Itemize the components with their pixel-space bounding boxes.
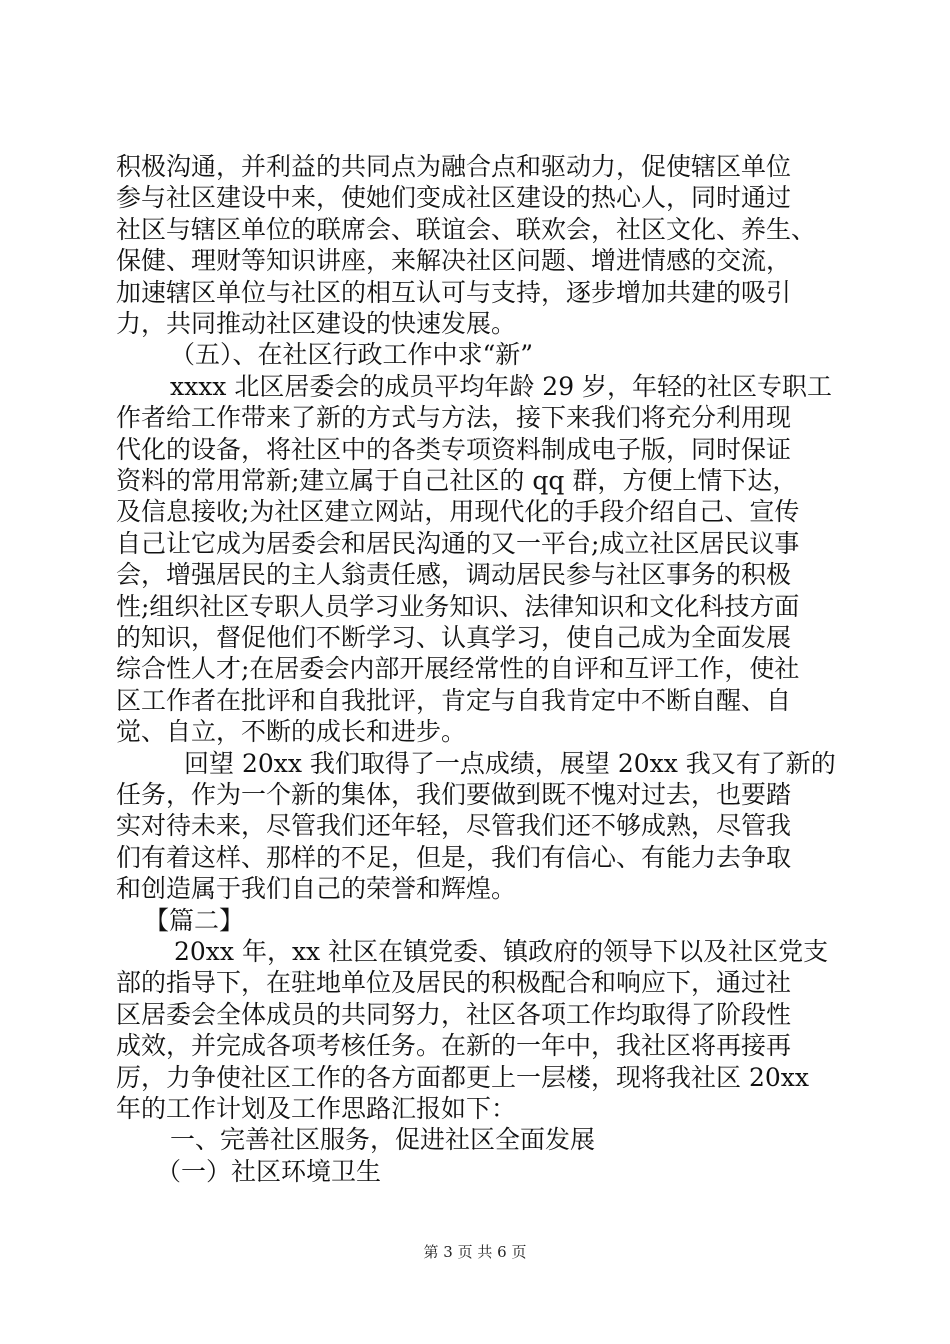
- text-line: 区工作者在批评和自我批评，肯定与自我肯定中不断自醒、自: [116, 686, 792, 715]
- text-line: 力，共同推动社区建设的快速发展。: [116, 309, 517, 338]
- text-line: 成效，并完成各项考核任务。在新的一年中，我社区将再接再: [116, 1031, 792, 1060]
- text-line: 社区与辖区单位的联席会、联谊会、联欢会，社区文化、养生、: [116, 215, 817, 244]
- text-line: 和创造属于我们自己的荣誉和辉煌。: [116, 874, 517, 903]
- text-line: 代化的设备，将社区中的各类专项资料制成电子版，同时保证: [116, 435, 792, 464]
- text-line: 任务，作为一个新的集体，我们要做到既不愧对过去，也要踏: [116, 780, 792, 809]
- paragraph-first-line: 20xx 年，xx 社区在镇党委、镇政府的领导下以及社区党支: [174, 937, 829, 966]
- section-heading: 一、完善社区服务，促进社区全面发展: [170, 1125, 596, 1154]
- text-line: 们有着这样、那样的不足，但是，我们有信心、有能力去争取: [116, 843, 792, 872]
- text-line: 自己让它成为居委会和居民沟通的又一平台;成立社区居民议事: [116, 529, 800, 558]
- paragraph-first-line: xxxx 北区居委会的成员平均年龄 29 岁，年轻的社区专职工: [170, 372, 833, 401]
- text-line: 作者给工作带来了新的方式与方法，接下来我们将充分利用现: [116, 403, 792, 432]
- text-line: 加速辖区单位与社区的相互认可与支持，逐步增加共建的吸引: [116, 278, 792, 307]
- text-line: 区居委会全体成员的共同努力，社区各项工作均取得了阶段性: [116, 1000, 792, 1029]
- text-line: 觉、自立，不断的成长和进步。: [116, 717, 467, 746]
- section-heading: 【篇二】: [144, 906, 245, 935]
- text-line: 厉，力争使社区工作的各方面都更上一层楼，现将我社区 20xx: [116, 1063, 809, 1092]
- text-line: 参与社区建设中来，使她们变成社区建设的热心人，同时通过: [116, 183, 792, 212]
- text-line: 保健、理财等知识讲座，来解决社区问题、增进情感的交流，: [116, 246, 792, 275]
- text-line: 年的工作计划及工作思路汇报如下：: [116, 1094, 517, 1123]
- text-line: 的知识，督促他们不断学习、认真学习，使自己成为全面发展: [116, 623, 792, 652]
- text-line: 综合性人才;在居委会内部开展经常性的自评和互评工作，使社: [116, 654, 800, 683]
- section-heading: （五）、在社区行政工作中求“新”: [170, 340, 534, 369]
- paragraph-first-line: 回望 20xx 我们取得了一点成绩，展望 20xx 我又有了新的: [184, 749, 836, 778]
- text-line: 性;组织社区专职人员学习业务知识、法律知识和文化科技方面: [116, 592, 800, 621]
- text-line: 资料的常用常新;建立属于自己社区的 qq 群，方便上情下达，: [116, 466, 798, 495]
- text-line: 及信息接收;为社区建立网站，用现代化的手段介绍自己、宣传: [116, 497, 800, 526]
- page-number-footer: 第 3 页 共 6 页: [423, 1243, 527, 1261]
- text-line: 实对待未来，尽管我们还年轻，尽管我们还不够成熟，尽管我: [116, 811, 792, 840]
- text-line: 会，增强居民的主人翁责任感，调动居民参与社区事务的积极: [116, 560, 792, 589]
- text-line: 部的指导下，在驻地单位及居民的积极配合和响应下，通过社: [116, 968, 792, 997]
- text-line: 积极沟通，并利益的共同点为融合点和驱动力，促使辖区单位: [116, 152, 792, 181]
- section-heading: （一）社区环境卫生: [156, 1157, 382, 1186]
